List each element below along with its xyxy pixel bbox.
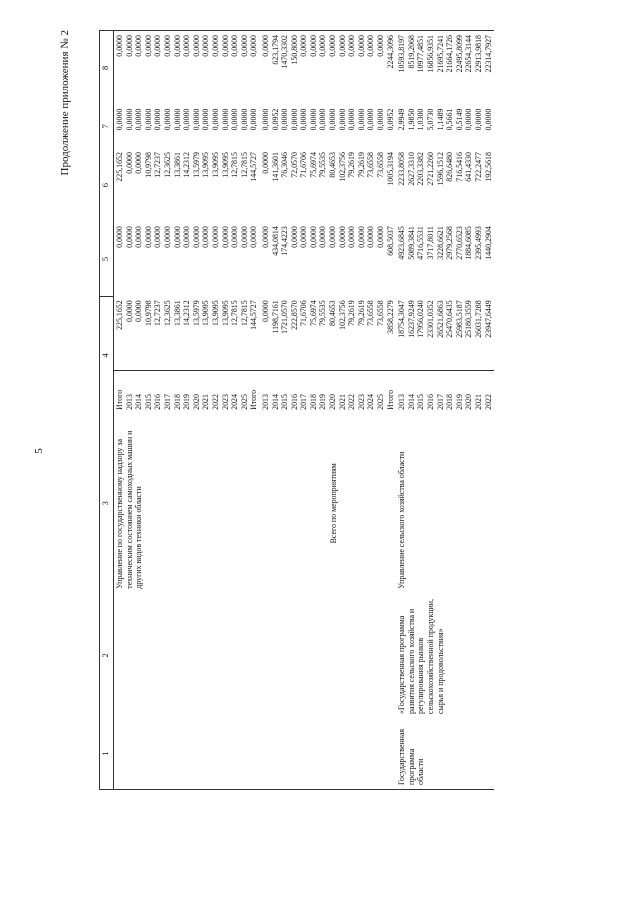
amount-value: 0,0000 xyxy=(337,35,347,57)
period-label: 2022 xyxy=(347,394,357,410)
amount-value: 0,0000 xyxy=(153,35,163,57)
amount-value: 0,0000 xyxy=(249,35,259,57)
extrabudgetary-cell xyxy=(260,31,396,105)
amount-value: 79,2619 xyxy=(347,300,357,326)
amount-value: 2233,8058 xyxy=(397,152,407,186)
amount-value: 23301,0352 xyxy=(426,300,435,338)
amount-value: 0,0000 xyxy=(366,108,376,131)
amount-value: 0,0000 xyxy=(124,108,134,131)
amount-value: 0,0000 xyxy=(249,226,259,248)
amount-value: 0,0000 xyxy=(289,108,299,131)
program-name-cell xyxy=(114,593,260,718)
period-label: 2022 xyxy=(483,394,493,410)
amount-value: 0,0000 xyxy=(376,35,386,57)
amount-value: 1,9850 xyxy=(406,108,416,131)
amount-value: 8519,2068 xyxy=(406,35,416,69)
amount-value: 0,0000 xyxy=(134,35,144,57)
amount-value: 225,1652 xyxy=(115,152,124,182)
amount-value: 434,0814 xyxy=(270,226,280,256)
amount-value: 3858,2279 xyxy=(385,300,395,334)
amount-value: 608,5037 xyxy=(385,226,395,256)
amount-value: 0,0000 xyxy=(191,108,201,131)
amount-value: 0,0000 xyxy=(182,226,192,248)
extrabudgetary-cell xyxy=(396,31,494,105)
amount-value: 10,9798 xyxy=(143,152,153,178)
amount-value: 1884,6085 xyxy=(464,226,474,260)
federal-budget-cell xyxy=(260,222,396,296)
period-label: 2023 xyxy=(220,394,230,410)
period-label: 2015 xyxy=(416,394,426,410)
period-label: 2025 xyxy=(239,394,249,410)
period-label: Итого xyxy=(385,389,395,410)
amount-value: 4716,5531 xyxy=(416,226,426,260)
amount-value: 13,9095 xyxy=(210,152,220,178)
period-label: 2014 xyxy=(270,394,280,410)
amount-value: 14,2312 xyxy=(182,152,192,178)
amount-value: 2244,3096 xyxy=(385,35,395,69)
amount-value: 0,0000 xyxy=(376,226,386,248)
amount-value: 0,0000 xyxy=(366,226,376,248)
amount-value: 0,0000 xyxy=(376,108,386,131)
responsible-executor-cell xyxy=(396,414,494,593)
amount-value: 13,9095 xyxy=(201,152,211,178)
amount-value: 23947,6449 xyxy=(483,300,493,338)
amount-value: 75,6974 xyxy=(308,152,318,178)
amount-value: 3228,6621 xyxy=(435,226,445,260)
period-label: 2020 xyxy=(328,394,338,410)
period-label: 2014 xyxy=(134,394,144,410)
amount-value: 0,0000 xyxy=(230,108,240,131)
amount-value: 1005,3194 xyxy=(385,152,395,186)
amount-value: 141,3601 xyxy=(270,152,280,182)
amount-value: 0,0000 xyxy=(230,226,240,248)
rotated-page-content xyxy=(59,30,614,790)
amount-value: 0,0000 xyxy=(260,226,270,248)
amount-value: 0,0000 xyxy=(210,108,220,131)
amount-value: 222,8570 xyxy=(289,300,299,330)
amount-value: 0,0000 xyxy=(366,35,376,57)
amount-value: 71,6706 xyxy=(299,152,309,178)
amount-value: 0,0000 xyxy=(356,108,366,131)
amount-value: 14,2312 xyxy=(182,300,192,326)
program-type-cell: Государственная программа области xyxy=(396,718,494,790)
amount-value: 0,0000 xyxy=(220,35,230,57)
amount-value: 0,0000 xyxy=(260,300,270,323)
amount-value: 0,0000 xyxy=(162,108,172,131)
amount-value: 1596,1512 xyxy=(435,152,445,186)
amount-value: 102,3756 xyxy=(337,152,347,182)
amount-value: 26521,6863 xyxy=(435,300,445,338)
amount-value: 25180,3559 xyxy=(464,300,474,338)
period-label: 2019 xyxy=(182,394,192,410)
amount-value: 0,0952 xyxy=(385,108,395,131)
amount-value: 0,0000 xyxy=(201,226,211,248)
total-funding-cell xyxy=(260,296,396,370)
amount-value: 0,0000 xyxy=(318,108,328,131)
program-name-cell xyxy=(260,593,396,718)
amount-value: 0,0000 xyxy=(172,226,182,248)
amount-value: 13,3861 xyxy=(172,152,182,178)
period-label: 2020 xyxy=(464,394,474,410)
period-label: Итого xyxy=(249,389,259,410)
period-label: 2014 xyxy=(406,394,416,410)
responsible-executor-text: Управление сельского хозяйства области xyxy=(397,451,407,589)
amount-value: 0,0000 xyxy=(143,108,153,131)
amount-value: 18754,3047 xyxy=(397,300,407,338)
amount-value: 2203,3382 xyxy=(416,152,426,186)
program-name-cell: «Государственная программа развития сельского хозяйства и регулирования рынков сельскохозяйственной продукции, сырья и продовольствия» xyxy=(397,599,445,714)
amount-value: 0,0000 xyxy=(124,226,134,248)
amount-value: 80,4653 xyxy=(328,152,338,178)
amount-value: 2979,2568 xyxy=(445,226,455,260)
period-label: 2019 xyxy=(454,394,464,410)
amount-value: 0,0000 xyxy=(239,226,249,248)
amount-value: 12,7815 xyxy=(230,300,240,326)
column-number: 1 xyxy=(100,718,114,790)
amount-value: 2627,3310 xyxy=(406,152,416,186)
amount-value: 623,1794 xyxy=(270,35,280,65)
amount-value: 16237,9249 xyxy=(406,300,416,338)
amount-value: 641,4330 xyxy=(464,152,474,182)
amount-value: 22654,3144 xyxy=(464,35,474,73)
amount-value: 80,4653 xyxy=(328,300,338,326)
period-label: 2021 xyxy=(473,394,483,410)
amount-value: 76,3046 xyxy=(280,152,290,178)
period-label: 2024 xyxy=(366,394,376,410)
amount-value: 0,0000 xyxy=(347,108,357,131)
amount-value: 0,5661 xyxy=(445,108,455,131)
amount-value: 13,3861 xyxy=(172,300,182,326)
column-number: 6 xyxy=(100,148,114,222)
program-type-cell xyxy=(114,718,260,790)
period-label: 2022 xyxy=(210,394,220,410)
amount-value: 10,9798 xyxy=(143,300,153,326)
amount-value: 13,9095 xyxy=(220,300,230,326)
period-label: 2023 xyxy=(356,394,366,410)
amount-value: 0,0000 xyxy=(473,108,483,131)
amount-value: 13,9095 xyxy=(220,152,230,178)
amount-value: 0,5149 xyxy=(454,108,464,131)
period-label: 2025 xyxy=(376,394,386,410)
amount-value: 5089,3841 xyxy=(406,226,416,260)
amount-value: 0,0000 xyxy=(328,35,338,57)
period-label: 2016 xyxy=(153,394,163,410)
program-funding-table xyxy=(99,30,494,790)
amount-value: 0,0000 xyxy=(124,300,134,323)
amount-value: 0,0000 xyxy=(115,35,124,57)
amount-value: 174,4223 xyxy=(280,226,290,256)
responsible-executor-cell xyxy=(260,414,396,593)
period-label: 2024 xyxy=(230,394,240,410)
period-label: 2013 xyxy=(124,394,134,410)
period-cell xyxy=(260,370,396,413)
amount-value: 0,0000 xyxy=(347,35,357,57)
regional-budget-cell xyxy=(114,148,260,222)
amount-value: 17956,0240 xyxy=(416,300,426,338)
amount-value: 0,0000 xyxy=(201,108,211,131)
amount-value: 0,0000 xyxy=(356,226,366,248)
program-block-row xyxy=(396,31,494,790)
total-label: Всего по мероприятиям xyxy=(328,463,338,544)
amount-value: 10977,4851 xyxy=(416,35,426,73)
amount-value: 0,0000 xyxy=(201,35,211,57)
period-label: 2018 xyxy=(308,394,318,410)
amount-value: 0,0000 xyxy=(289,226,299,248)
amount-value: 192,5618 xyxy=(483,152,493,182)
amount-value: 722,2477 xyxy=(473,152,483,182)
amount-value: 0,0000 xyxy=(318,35,328,57)
amount-value: 12,7237 xyxy=(153,300,163,326)
period-label: 2013 xyxy=(397,394,407,410)
amount-value: 13,9095 xyxy=(201,300,211,326)
amount-value: 5,0730 xyxy=(426,108,435,131)
amount-value: 21695,7241 xyxy=(435,35,445,73)
amount-value: 0,0000 xyxy=(143,226,153,248)
amount-value: 2395,4993 xyxy=(473,226,483,260)
amount-value: 150,8000 xyxy=(289,35,299,65)
amount-value: 0,0000 xyxy=(153,108,163,131)
period-label: 2019 xyxy=(318,394,328,410)
amount-value: 12,7815 xyxy=(230,152,240,178)
amount-value: 0,0000 xyxy=(308,35,318,57)
amount-value: 0,0000 xyxy=(308,108,318,131)
amount-value: 79,2619 xyxy=(347,152,357,178)
amount-value: 22913,9818 xyxy=(473,35,483,73)
period-label: 2016 xyxy=(289,394,299,410)
amount-value: 1470,3302 xyxy=(280,35,290,69)
amount-value: 12,3625 xyxy=(162,152,172,178)
federal-budget-cell xyxy=(396,222,494,296)
column-number: 3 xyxy=(100,414,114,593)
amount-value: 0,0000 xyxy=(134,226,144,248)
amount-value: 1440,2904 xyxy=(483,226,493,260)
amount-value: 73,6558 xyxy=(376,152,386,178)
period-cell xyxy=(396,370,494,413)
amount-value: 2721,2260 xyxy=(426,152,435,186)
period-label: 2017 xyxy=(162,394,172,410)
period-cell xyxy=(114,370,260,413)
amount-value: 0,0000 xyxy=(134,108,144,131)
amount-value: 0,0000 xyxy=(249,108,259,131)
amount-value: 0,0000 xyxy=(115,108,124,131)
column-number: 4 xyxy=(100,296,114,414)
amount-value: 79,5535 xyxy=(318,152,328,178)
period-label: 2021 xyxy=(201,394,211,410)
appendix-caption: Продолжение приложения № 2 xyxy=(59,30,71,176)
amount-value: 0,0000 xyxy=(162,35,172,57)
amount-value: 2770,6523 xyxy=(454,226,464,260)
amount-value: 0,0000 xyxy=(299,108,309,131)
amount-value: 1,1489 xyxy=(435,108,445,131)
amount-value: 0,0000 xyxy=(308,226,318,248)
amount-value: 25470,6435 xyxy=(445,300,455,338)
amount-value: 0,0000 xyxy=(162,226,172,248)
period-label: 2013 xyxy=(260,394,270,410)
page-number: 5 xyxy=(33,448,45,454)
amount-value: 1198,7161 xyxy=(270,300,280,334)
period-label: 2015 xyxy=(143,394,153,410)
amount-value: 0,0000 xyxy=(220,226,230,248)
program-block-row xyxy=(114,31,260,790)
amount-value: 0,0000 xyxy=(115,226,124,248)
amount-value: 22314,7927 xyxy=(483,35,493,73)
column-number: 5 xyxy=(100,222,114,296)
amount-value: 0,0000 xyxy=(299,35,309,57)
period-label: 2017 xyxy=(299,394,309,410)
amount-value: 16856,9351 xyxy=(426,35,435,73)
amount-value: 12,7815 xyxy=(239,300,249,326)
amount-value: 73,6558 xyxy=(366,300,376,326)
amount-value: 12,3625 xyxy=(162,300,172,326)
amount-value: 0,0000 xyxy=(143,35,153,57)
amount-value: 12,7815 xyxy=(239,152,249,178)
amount-value: 716,5416 xyxy=(454,152,464,182)
amount-value: 22495,8099 xyxy=(454,35,464,73)
responsible-executor-cell xyxy=(114,414,260,593)
local-budget-cell xyxy=(260,105,396,148)
amount-value: 21664,1726 xyxy=(445,35,455,73)
amount-value: 0,0000 xyxy=(356,35,366,57)
amount-value: 0,0000 xyxy=(134,300,144,323)
amount-value: 71,6706 xyxy=(299,300,309,326)
amount-value: 0,0000 xyxy=(337,108,347,131)
extrabudgetary-cell xyxy=(114,31,260,105)
column-number: 7 xyxy=(100,105,114,148)
amount-value: 0,0000 xyxy=(124,35,134,57)
period-label: 2017 xyxy=(435,394,445,410)
responsible-executor-text: Управление по государственному надзору за техническим состоянием самоходных машин и других видов техники области xyxy=(115,430,144,589)
amount-value: 0,0000 xyxy=(210,226,220,248)
amount-value: 0,0000 xyxy=(230,35,240,57)
regional-budget-cell xyxy=(260,148,396,222)
amount-value: 0,0000 xyxy=(172,108,182,131)
amount-value: 0,0000 xyxy=(124,152,134,174)
amount-value: 0,0000 xyxy=(239,35,249,57)
federal-budget-cell xyxy=(114,222,260,296)
amount-value: 0,0000 xyxy=(220,108,230,131)
amount-value: 3717,8011 xyxy=(426,226,435,260)
amount-value: 144,5727 xyxy=(249,152,259,182)
amount-value: 0,0000 xyxy=(182,108,192,131)
period-label: 2015 xyxy=(280,394,290,410)
total-funding-cell xyxy=(396,296,494,370)
column-number: 8 xyxy=(100,31,114,105)
period-label: 2018 xyxy=(172,394,182,410)
amount-value: 144,5727 xyxy=(249,300,259,330)
amount-value: 79,2619 xyxy=(356,300,366,326)
amount-value: 0,0000 xyxy=(191,35,201,57)
amount-value: 826,6480 xyxy=(445,152,455,182)
amount-value: 25983,5187 xyxy=(454,300,464,338)
amount-value: 0,0000 xyxy=(328,108,338,131)
program-type-cell xyxy=(260,718,396,790)
amount-value: 26031,7288 xyxy=(473,300,483,338)
amount-value: 12,7237 xyxy=(153,152,163,178)
amount-value: 0,0000 xyxy=(210,35,220,57)
amount-value: 0,0000 xyxy=(318,226,328,248)
amount-value: 72,0570 xyxy=(289,152,299,178)
amount-value: 0,0000 xyxy=(464,108,474,131)
amount-value: 13,9095 xyxy=(210,300,220,326)
amount-value: 0,0000 xyxy=(483,108,493,131)
total-funding-cell xyxy=(114,296,260,370)
amount-value: 0,0000 xyxy=(239,108,249,131)
amount-value: 0,0000 xyxy=(328,226,338,248)
amount-value: 0,0000 xyxy=(153,226,163,248)
amount-value: 102,3756 xyxy=(337,300,347,330)
regional-budget-cell xyxy=(396,148,494,222)
amount-value: 0,0000 xyxy=(260,108,270,131)
amount-value: 0,0000 xyxy=(191,226,201,248)
amount-value: 79,5535 xyxy=(318,300,328,326)
amount-value: 0,0000 xyxy=(299,226,309,248)
amount-value: 0,0000 xyxy=(260,152,270,174)
amount-value: 225,1652 xyxy=(115,300,124,330)
period-label: 2021 xyxy=(337,394,347,410)
local-budget-cell xyxy=(114,105,260,148)
column-numbers-row xyxy=(100,31,114,790)
period-label: Итого xyxy=(115,389,124,410)
amount-value: 0,0000 xyxy=(134,152,144,174)
amount-value: 1721,0570 xyxy=(280,300,290,334)
amount-value: 1,0300 xyxy=(416,108,426,131)
amount-value: 73,6558 xyxy=(376,300,386,326)
amount-value: 0,0000 xyxy=(280,108,290,131)
amount-value: 0,0000 xyxy=(172,35,182,57)
amount-value: 73,6558 xyxy=(366,152,376,178)
local-budget-cell xyxy=(396,105,494,148)
amount-value: 4923,6845 xyxy=(397,226,407,260)
amount-value: 13,5979 xyxy=(191,152,201,178)
period-label: 2016 xyxy=(426,394,435,410)
amount-value: 0,0000 xyxy=(260,35,270,57)
amount-value: 0,0000 xyxy=(347,226,357,248)
amount-value: 13,5979 xyxy=(191,300,201,326)
amount-value: 0,0952 xyxy=(270,108,280,131)
program-block-row xyxy=(260,31,396,790)
amount-value: 2,9949 xyxy=(397,108,407,131)
amount-value: 0,0000 xyxy=(182,35,192,57)
column-number: 2 xyxy=(100,593,114,718)
amount-value: 0,0000 xyxy=(337,226,347,248)
period-label: 2020 xyxy=(191,394,201,410)
period-label: 2018 xyxy=(445,394,455,410)
amount-value: 10593,8197 xyxy=(397,35,407,73)
amount-value: 79,2619 xyxy=(356,152,366,178)
amount-value: 75,6974 xyxy=(308,300,318,326)
